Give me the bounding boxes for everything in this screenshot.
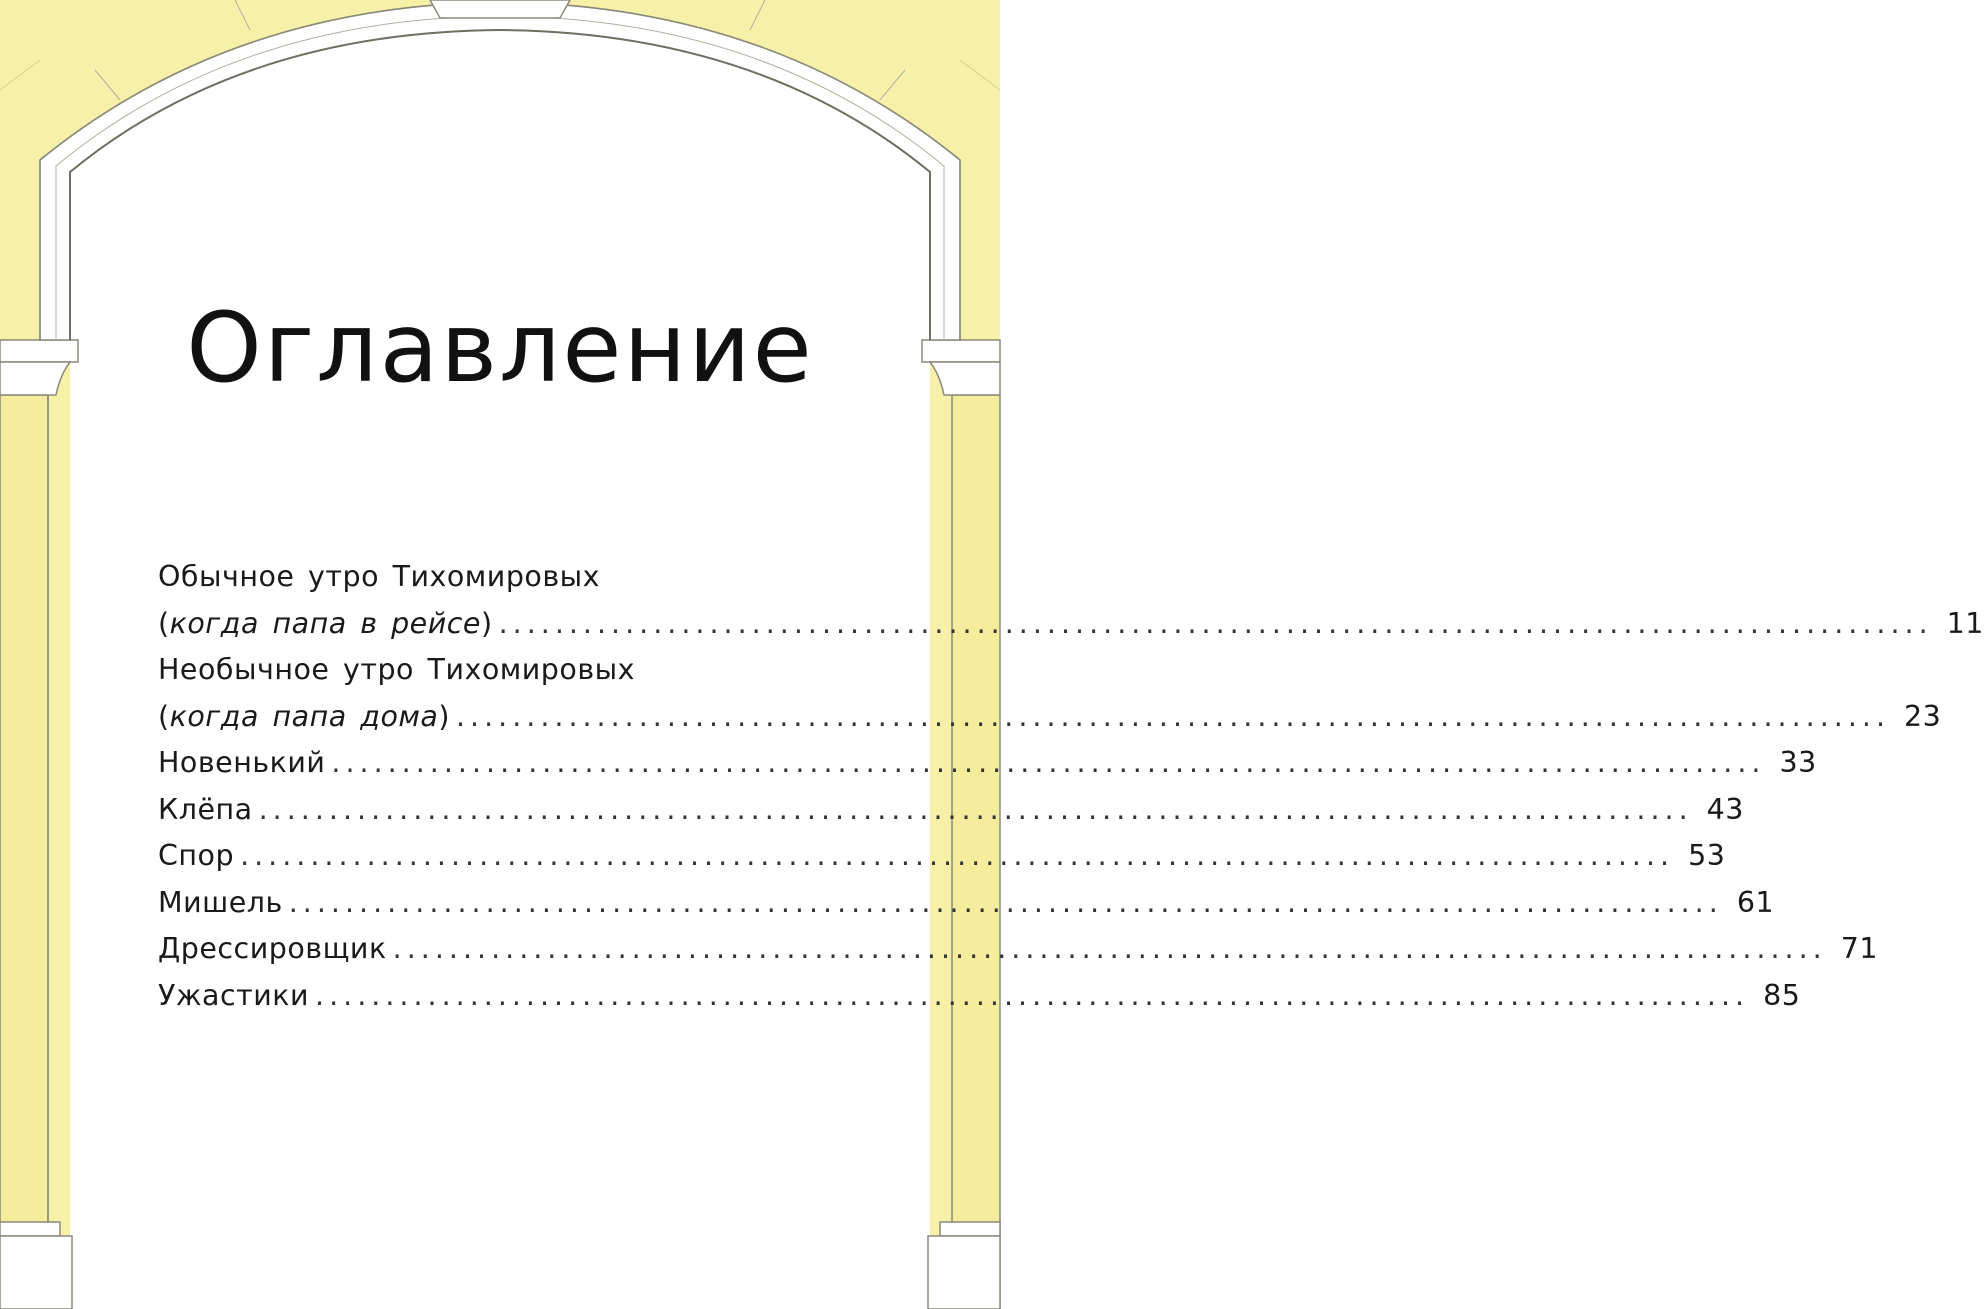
- toc-entry[interactable]: [158, 885, 1775, 933]
- toc-entry-title: Ужастики: [158, 978, 310, 1012]
- toc-entry[interactable]: [158, 932, 1878, 979]
- keystone: [430, 0, 570, 18]
- leader-dots: ......................................................................................................: [240, 839, 1675, 872]
- leader-dots: ......................................................................................................: [392, 932, 1827, 965]
- toc-entry-title: Дрессировщик: [158, 932, 387, 965]
- toc-entry[interactable]: [158, 699, 1942, 747]
- toc-page-number: 11: [1946, 606, 1984, 640]
- leader-dots: ......................................................................................................: [455, 699, 1891, 733]
- toc-entry-title: Обычное утро Тихомировых: [158, 560, 601, 593]
- toc-entry[interactable]: [158, 839, 1726, 886]
- toc-page-number: 85: [1763, 978, 1801, 1012]
- toc-entry-subtitle: (когда папа в рейсе): [158, 606, 493, 640]
- table-of-contents: [158, 560, 1984, 1025]
- toc-page-number: 61: [1736, 885, 1775, 919]
- toc-entry[interactable]: [158, 746, 1817, 793]
- toc-entry-title: Мишель: [158, 885, 283, 919]
- left-base: [0, 1222, 60, 1236]
- right-base: [940, 1222, 1000, 1236]
- toc-entry[interactable]: [158, 978, 1801, 1026]
- toc-page-number: 43: [1706, 792, 1744, 826]
- toc-page-number: 33: [1779, 746, 1817, 779]
- toc-entry-title: Новенький: [158, 746, 326, 779]
- toc-entry[interactable]: [158, 606, 1984, 654]
- toc-page-number: 53: [1688, 839, 1726, 872]
- leader-dots: ......................................................................................................: [288, 885, 1723, 919]
- leader-dots: ......................................................................................................: [498, 606, 1933, 640]
- leader-dots: ......................................................................................................: [331, 746, 1766, 779]
- toc-page-number: 71: [1840, 932, 1878, 965]
- toc-page-number: 23: [1904, 699, 1942, 733]
- toc-entry-subtitle: (когда папа дома): [158, 699, 450, 733]
- toc-entry-title: Спор: [158, 839, 235, 872]
- toc-entry-title-line: [158, 560, 862, 607]
- toc-entry-title-line: [158, 653, 862, 700]
- page-title: Оглавление: [186, 292, 814, 404]
- left-column: [0, 395, 48, 1309]
- toc-entry[interactable]: [158, 792, 1744, 840]
- toc-entry-title: Необычное утро Тихомировых: [158, 653, 635, 686]
- leader-dots: ......................................................................................................: [258, 792, 1693, 826]
- leader-dots: ......................................................................................................: [315, 978, 1750, 1012]
- toc-entry-title: Клёпа: [158, 792, 253, 826]
